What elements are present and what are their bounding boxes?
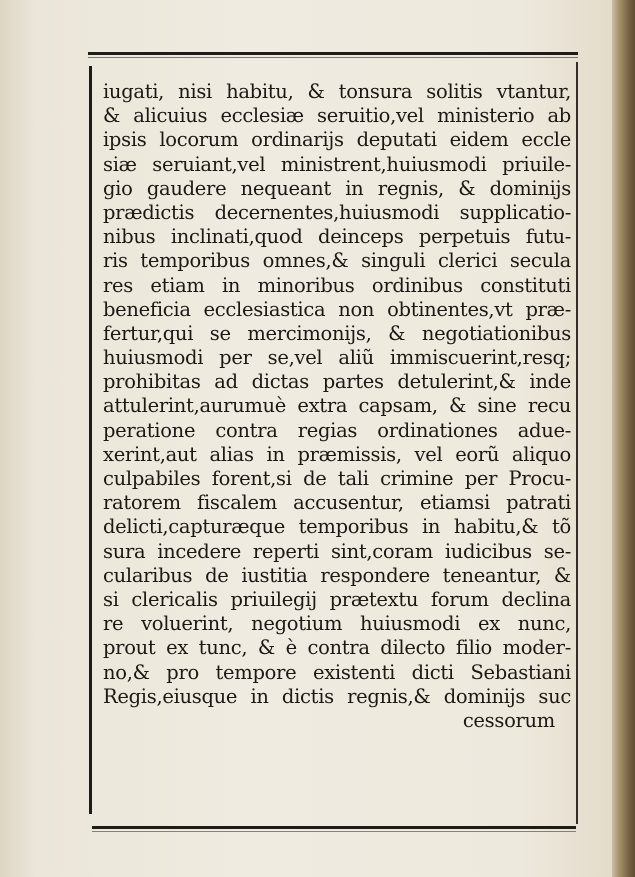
text-line: huiusmodi per se,vel aliũ immiscuerint,resq; [103,346,571,370]
text-line: prædictis decernentes,huiusmodi supplicatio- [103,200,571,224]
top-rule-thin [88,57,578,58]
text-line: prout ex tunc, & è contra dilecto filio moder- [103,636,571,660]
text-line: ris temporibus omnes,& singuli clerici secula [103,249,571,273]
text-line: ipsis locorum ordinarijs deputati eidem eccle [103,128,571,152]
text-line: gio gaudere nequeant in regnis, & dominijs [103,176,571,200]
text-line: no,& pro tempore existenti dicti Sebastiani [103,660,571,684]
bottom-rule [92,826,576,829]
text-line: nibus inclinati,quod deinceps perpetuis futu- [103,225,571,249]
text-line: fertur,qui se mercimonijs, & negotiationibus [103,321,571,345]
text-line: beneficia ecclesiastica non obtinentes,vt præ- [103,297,571,321]
text-line: xerint,aut alias in præmissis, vel eorũ aliquo [103,442,571,466]
text-line: prohibitas ad dictas partes detulerint,& inde [103,370,571,394]
top-rule [88,52,578,55]
text-line: si clericalis priuilegij prætextu forum declina [103,587,571,611]
text-line: re voluerint, negotium huiusmodi ex nunc, [103,612,571,636]
text-line: & alicuius ecclesiæ seruitio,vel ministerio ab [103,104,571,128]
text-line: culpabiles forent,si de tali crimine per Procu- [103,467,571,490]
text-line: delicti,capturæque temporibus in habitu,& tõ [103,515,571,539]
catchword: cessorum [462,708,555,732]
text-line: peratione contra regias ordinationes adue- [103,418,571,442]
text-line: Regis,eiusque in dictis regnis,& dominijs suc [103,684,571,708]
bottom-rule-thin [92,831,576,832]
left-rule [89,66,92,814]
text-line: res etiam in minoribus ordinibus constituti [103,273,571,297]
right-rule [576,62,578,824]
text-line: iugati, nisi habitu, & tonsura solitis vtantur, [103,80,571,103]
body-text [103,80,571,733]
page-edge [612,0,635,877]
text-line: ratorem fiscalem accusentur, etiamsi patrati [103,491,571,515]
text-line: cularibus de iustitia respondere teneantur, & [103,563,571,587]
text-line: attulerint,aurumuè extra capsam, & sine recu [103,394,571,418]
text-line: siæ seruiant,vel ministrent,huiusmodi priuile- [103,152,571,176]
text-line: sura incedere reperti sint,coram iudicibus se- [103,539,571,563]
